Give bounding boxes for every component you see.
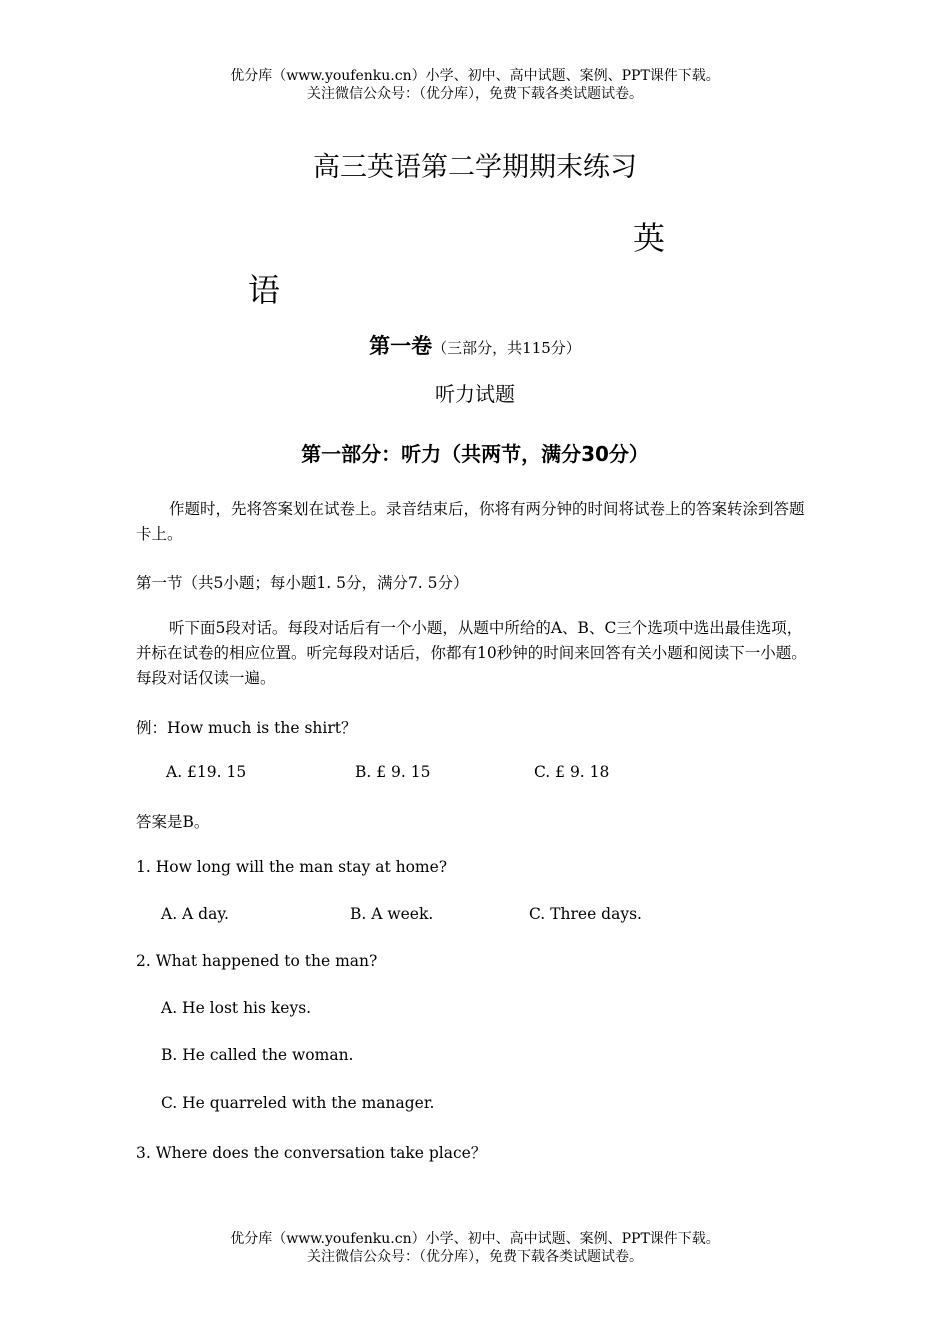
question-1: 1. How long will the man stay at home? <box>136 858 448 876</box>
section-title: 听力试题 <box>435 382 515 406</box>
footer-line-1: 优分库（www.youfenku.cn）小学、初中、高中试题、案例、PPT课件下载。 <box>230 1231 720 1247</box>
question-2-option-b: B. He called the woman. <box>161 1046 354 1064</box>
header-line-2: 关注微信公众号：（优分库），免费下载各类试题试卷。 <box>307 86 643 102</box>
example-answer: 答案是B。 <box>136 813 210 831</box>
question-2-option-a: A. He lost his keys. <box>161 999 312 1017</box>
document-title: 高三英语第二学期期末练习 <box>313 152 637 183</box>
subject-char-2: 语 <box>248 271 281 309</box>
question-1-option-b: B. A week. <box>350 905 434 923</box>
example-option-b: B. £ 9. 15 <box>355 763 431 781</box>
header-line-1: 优分库（www.youfenku.cn）小学、初中、高中试题、案例、PPT课件下载。 <box>230 68 720 84</box>
part1-title: 第一部分：听力（共两节，满分30分） <box>301 442 649 466</box>
question-3: 3. Where does the conversation take place？ <box>136 1144 487 1162</box>
question-1-option-c: C. Three days. <box>529 905 642 923</box>
example-option-a: A. £19. 15 <box>166 763 247 781</box>
instruction-paragraph: 作题时，先将答案划在试卷上。录音结束后，你将有两分钟的时间将试卷上的答案转涂到答题卡上。 <box>136 500 805 543</box>
volume-label: 第一卷 <box>369 334 433 358</box>
footer-line-2: 关注微信公众号：（优分库），免费下载各类试题试卷。 <box>307 1249 643 1265</box>
example-question: 例：How much is the shirt？ <box>136 719 357 737</box>
subsection1-instruction: 听下面5段对话。每段对话后有一个小题，从题中所给的A、B、C三个选项中选出最佳选项，并标在试卷的相应位置。听完每段对话后，你都有10秒钟的时间来回答有关小题和阅读下一小题。每段对话仅读一遍。 <box>136 619 807 687</box>
question-1-option-a: A. A day. <box>161 905 229 923</box>
question-2: 2. What happened to the man? <box>136 952 378 970</box>
example-option-c: C. £ 9. 18 <box>534 763 610 781</box>
subsection1-heading: 第一节（共5小题；每小题1. 5分，满分7. 5分） <box>136 574 469 592</box>
volume-note: （三部分，共115分） <box>432 339 581 357</box>
question-2-option-c: C. He quarreled with the manager. <box>161 1094 435 1112</box>
volume-heading <box>0 330 950 360</box>
subject-char-1: 英 <box>633 219 666 257</box>
